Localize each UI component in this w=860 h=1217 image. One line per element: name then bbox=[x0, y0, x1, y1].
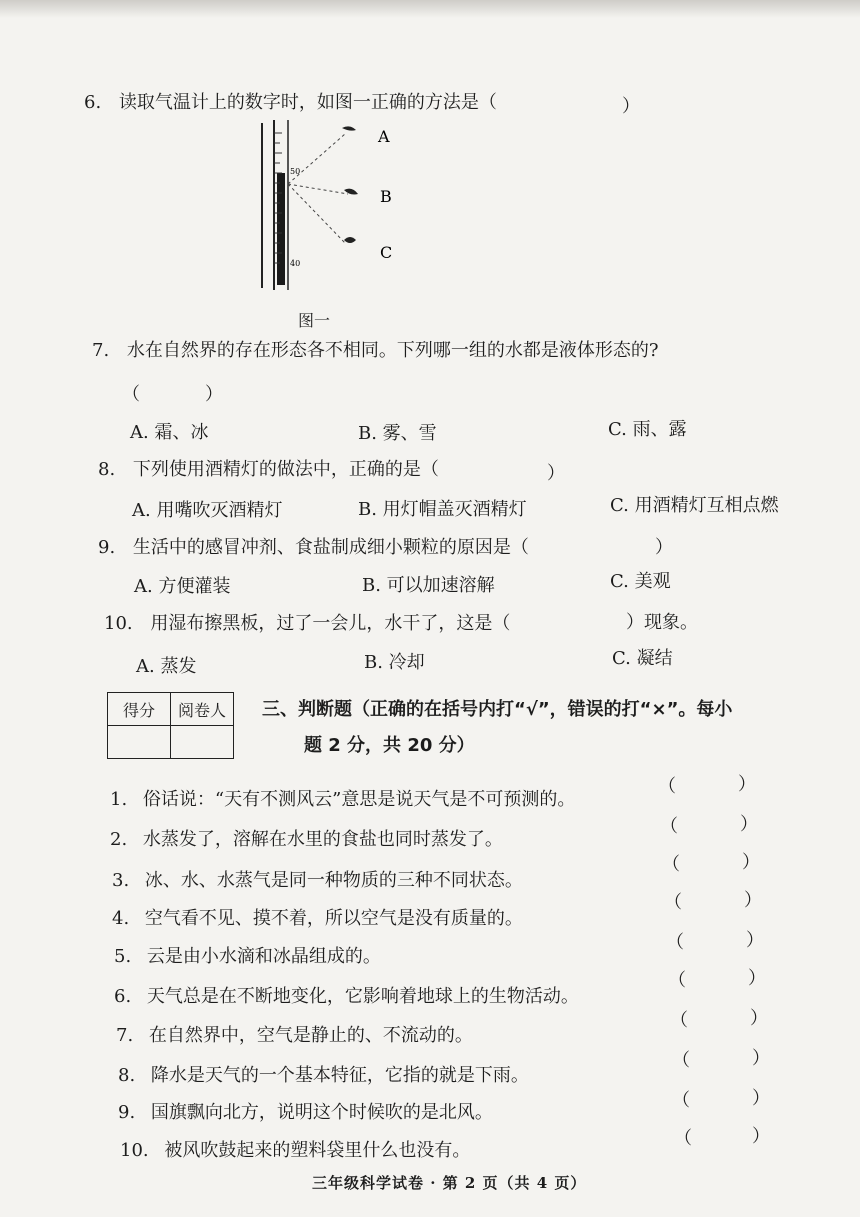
answer-paren-close: ） bbox=[622, 96, 640, 117]
answer-paren-close: ） bbox=[547, 463, 565, 484]
q8-option-b: B. 用灯帽盖灭酒精灯 bbox=[358, 499, 527, 520]
q7-option-b: B. 雾、雪 bbox=[358, 423, 437, 444]
question-text: 用湿布擦黑板，过了一会儿，水干了，这是（ bbox=[150, 613, 511, 634]
answer-paren-open: （ bbox=[658, 776, 676, 797]
grader-label: 阅卷人 bbox=[171, 693, 234, 726]
q9-option-a: A. 方便灌装 bbox=[134, 576, 231, 597]
q10-option-b: B. 冷却 bbox=[364, 652, 425, 673]
answer-paren-open: （ bbox=[666, 932, 684, 953]
section-3-title-cont: 题 2 分，共 20 分） bbox=[304, 735, 475, 756]
item-number: 9. bbox=[118, 1102, 136, 1123]
answer-paren-close: ） bbox=[750, 1008, 768, 1029]
item-number: 7. bbox=[116, 1025, 134, 1046]
q9-option-b: B. 可以加速溶解 bbox=[362, 575, 495, 596]
judgment-item bbox=[112, 906, 523, 932]
figure-caption: 图一 bbox=[298, 311, 331, 330]
item-number: 6. bbox=[114, 986, 132, 1007]
item-text: 天气总是在不断地变化，它影响着地球上的生物活动。 bbox=[146, 986, 579, 1007]
grader-cell bbox=[171, 726, 234, 759]
judgment-item bbox=[116, 1023, 473, 1049]
figure-label-b: B bbox=[380, 187, 392, 206]
q7-option-c: C. 雨、露 bbox=[608, 419, 687, 440]
scan-edge bbox=[0, 0, 860, 18]
judgment-item bbox=[112, 868, 523, 894]
score-label: 得分 bbox=[108, 693, 171, 726]
answer-paren-close: ） bbox=[738, 774, 756, 795]
q10-option-c: C. 凝结 bbox=[612, 648, 673, 669]
item-number: 3. bbox=[112, 870, 130, 891]
judgment-item bbox=[118, 1063, 529, 1089]
item-number: 10. bbox=[120, 1140, 149, 1161]
question-text: 读取气温计上的数字时，如图一正确的方法是（ bbox=[118, 92, 497, 113]
answer-paren-close: ） bbox=[752, 1088, 770, 1109]
answer-paren-close: ） bbox=[740, 814, 758, 835]
item-text: 云是由小水滴和冰晶组成的。 bbox=[146, 946, 381, 967]
judgment-item bbox=[120, 1138, 470, 1164]
question-8 bbox=[98, 457, 439, 483]
question-number: 6. bbox=[84, 92, 102, 113]
answer-paren-close: ） bbox=[752, 1126, 770, 1147]
figure-label-c: C bbox=[380, 243, 393, 262]
question-9 bbox=[98, 535, 529, 561]
item-number: 2. bbox=[110, 829, 128, 850]
q7-option-a: A. 霜、冰 bbox=[130, 422, 209, 443]
answer-paren-close: ） bbox=[746, 930, 764, 951]
item-text: 降水是天气的一个基本特征，它指的就是下雨。 bbox=[150, 1065, 529, 1086]
answer-paren-close: ） bbox=[752, 1048, 770, 1069]
item-text: 在自然界中，空气是静止的、不流动的。 bbox=[148, 1025, 473, 1046]
item-text: 俗话说：“天有不测风云”意思是说天气是不可预测的。 bbox=[142, 789, 576, 810]
eye-icon bbox=[342, 126, 358, 243]
item-text: 水蒸发了，溶解在水里的食盐也同时蒸发了。 bbox=[142, 829, 503, 850]
tick-label-50: 50 bbox=[290, 167, 301, 176]
figure-label-a: A bbox=[378, 127, 390, 146]
answer-paren-open: （ bbox=[664, 892, 682, 913]
section-3-title: 三、判断题（正确的在括号内打“√”，错误的打“×”。每小 bbox=[262, 699, 733, 720]
answer-paren-close: ） bbox=[742, 852, 760, 873]
item-number: 5. bbox=[114, 946, 132, 967]
answer-paren-open: （ bbox=[660, 816, 678, 837]
item-text: 国旗飘向北方，说明这个时候吹的是北风。 bbox=[150, 1102, 493, 1123]
page-footer: 三年级科学试卷 · 第 2 页（共 4 页） bbox=[312, 1174, 587, 1192]
answer-paren-close: ） bbox=[748, 968, 766, 989]
answer-paren-open: （ bbox=[122, 384, 140, 405]
answer-paren-close: ）现象。 bbox=[626, 612, 698, 633]
question-6 bbox=[84, 90, 497, 116]
answer-paren-close: ） bbox=[655, 537, 673, 558]
question-number: 10. bbox=[104, 613, 133, 634]
answer-paren-close: ） bbox=[744, 890, 762, 911]
question-text: 生活中的感冒冲剂、食盐制成细小颗粒的原因是（ bbox=[132, 537, 529, 558]
q8-option-c: C. 用酒精灯互相点燃 bbox=[610, 495, 779, 516]
score-cell bbox=[108, 726, 171, 759]
q8-option-a: A. 用嘴吹灭酒精灯 bbox=[132, 500, 283, 521]
answer-paren-open: （ bbox=[672, 1050, 690, 1071]
answer-paren-open: （ bbox=[674, 1128, 692, 1149]
item-text: 空气看不见、摸不着，所以空气是没有质量的。 bbox=[144, 908, 523, 929]
question-number: 8. bbox=[98, 459, 116, 480]
q10-option-a: A. 蒸发 bbox=[136, 656, 197, 677]
question-number: 9. bbox=[98, 537, 116, 558]
item-text: 被风吹鼓起来的塑料袋里什么也没有。 bbox=[164, 1140, 471, 1161]
judgment-item bbox=[110, 787, 575, 813]
answer-paren-open: （ bbox=[662, 854, 680, 875]
answer-paren-close: ） bbox=[205, 384, 223, 405]
judgment-item bbox=[114, 984, 579, 1010]
question-text: 下列使用酒精灯的做法中，正确的是（ bbox=[132, 459, 439, 480]
question-text: 水在自然界的存在形态各不相同。下列哪一组的水都是液体形态的? bbox=[126, 340, 659, 361]
judgment-item bbox=[114, 944, 381, 970]
item-number: 4. bbox=[112, 908, 130, 929]
tick-label-40: 40 bbox=[290, 259, 301, 268]
answer-paren-open: （ bbox=[672, 1090, 690, 1111]
answer-paren-open: （ bbox=[668, 970, 686, 991]
item-number: 1. bbox=[110, 789, 128, 810]
answer-paren-open: （ bbox=[670, 1010, 688, 1031]
judgment-item bbox=[110, 827, 503, 853]
question-number: 7. bbox=[92, 340, 110, 361]
q9-option-c: C. 美观 bbox=[610, 571, 671, 592]
question-7 bbox=[92, 338, 659, 364]
item-number: 8. bbox=[118, 1065, 136, 1086]
thermometer-figure bbox=[250, 118, 420, 303]
score-table bbox=[107, 692, 234, 759]
judgment-item bbox=[118, 1100, 493, 1126]
question-10 bbox=[104, 611, 510, 637]
item-text: 冰、水、水蒸气是同一种物质的三种不同状态。 bbox=[144, 870, 523, 891]
